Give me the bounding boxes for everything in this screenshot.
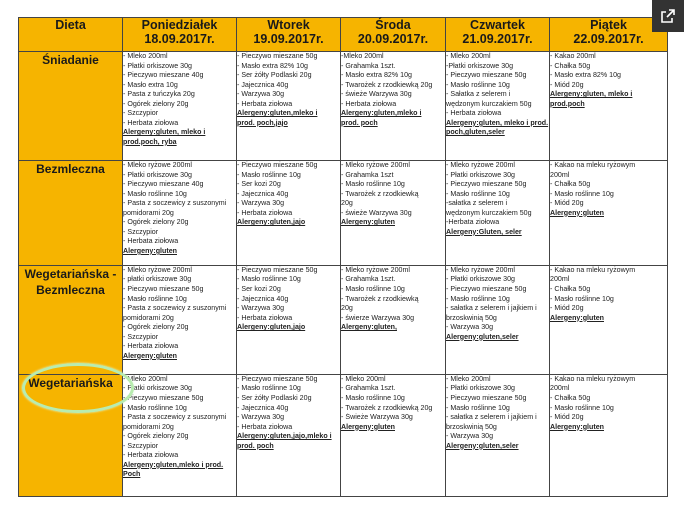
meal-item: -sałatka z selerem i <box>446 199 508 208</box>
day-name: Wtorek <box>267 18 310 32</box>
meal-item: - Twarożek z rzodkiewką <box>341 189 419 198</box>
meal-cell <box>341 265 446 374</box>
day-name: Czwartek <box>470 18 525 32</box>
allergen-line: Alergeny:gluten,mleko i <box>237 109 318 118</box>
external-link-icon <box>660 8 676 24</box>
meal-cell <box>237 374 341 496</box>
meal-cell <box>237 52 341 161</box>
meal-item: - Mleko ryżowe 200ml <box>446 265 515 274</box>
meal-item: - Jajecznica 40g <box>237 403 289 412</box>
meal-item: pomidorami 20g <box>123 422 174 431</box>
day-header-monday <box>123 18 237 52</box>
meal-item: - Kakao 200ml <box>550 52 596 60</box>
meal-item: - Warzywa 30g <box>237 413 285 422</box>
meal-item: - Masło roślinne 10g <box>341 285 405 293</box>
meal-cell <box>550 52 668 161</box>
meal-cell <box>123 265 237 374</box>
meal-item: - Płatki orkiszowe 30g <box>123 384 192 393</box>
meal-item: - świerze Warzywa 30g <box>341 313 415 322</box>
diet-name-cell <box>19 374 123 496</box>
meal-item: - Sałatka z selerem i <box>446 90 511 99</box>
meal-item: - Herbata ziołowa <box>237 99 293 108</box>
meal-item: -Płatki orkiszowe 30g <box>446 61 514 70</box>
meal-item: - Ser kozi 20g <box>237 285 281 293</box>
meal-item: - sałatka z selerem i jajkiem i <box>446 304 537 313</box>
allergen-line: Alergeny:gluten <box>550 422 604 431</box>
diet-name <box>28 375 113 391</box>
meal-item: - świeże Warzywa 30g <box>341 208 412 217</box>
meal-item: - Mleko ryżowe 200ml <box>341 160 410 169</box>
allergen-line: Alergeny:gluten,mleko i <box>341 109 422 118</box>
meal-item: - płatki orkiszowe 30g <box>123 275 192 284</box>
diet-name-text: Śniadanie <box>42 53 99 67</box>
meal-item: - Twarożek z rzodkiewką <box>341 294 419 303</box>
allergen-line: prod.poch, ryba <box>123 137 177 146</box>
meal-item: - Szczypior <box>123 441 159 450</box>
meal-item: - Pieczywo mieszane 50g <box>237 52 318 60</box>
meal-cell <box>123 374 237 496</box>
allergen-line: prod. poch,jajo <box>237 118 288 127</box>
meal-item: - Ogórek zielony 20g <box>123 432 189 441</box>
meal-item: - Grahamka 1szt <box>341 170 394 179</box>
day-date: 21.09.2017r. <box>462 32 533 46</box>
highlight-ring <box>22 363 134 413</box>
meal-item: - Masło roślinne 10g <box>237 275 301 284</box>
meal-item: - Herbata ziołowa <box>237 313 293 322</box>
meal-item: - Grahamka 1szt. <box>341 384 396 393</box>
meal-item: - Masło roślinne 10g <box>237 170 301 179</box>
meal-item: - Płatki orkiszowe 30g <box>446 170 515 179</box>
meal-item: -Mleko 200ml <box>341 52 384 60</box>
meal-item: 20g <box>341 199 353 208</box>
allergen-line: Alergeny:gluten <box>550 208 604 217</box>
allergen-line: Poch <box>123 470 141 479</box>
allergen-line: Alergeny:gluten,jajo <box>237 218 306 227</box>
meal-item: - Płatki orkiszowe 30g <box>123 170 192 179</box>
meal-item: - Mleko 200ml <box>341 374 386 383</box>
allergen-line: Alergeny:gluten, mleko i <box>550 90 633 99</box>
meal-item: - Warzywa 30g <box>237 304 285 313</box>
meal-item: - Warzywa 30g <box>446 323 494 332</box>
diet-name <box>42 52 99 68</box>
meal-item: - Jajecznica 40g <box>237 294 289 303</box>
meal-item: - Mleko 200ml <box>123 374 168 383</box>
meal-item: - Pieczywo mieszane 40g <box>123 180 204 189</box>
meal-item: - Pieczywo mieszane 50g <box>237 374 318 383</box>
meal-cell <box>446 52 550 161</box>
allergen-line: prod.poch <box>550 99 585 108</box>
meal-item: - Miód 20g <box>550 80 584 89</box>
meal-item: - Masło roślinne 10g <box>123 294 187 303</box>
meal-item: - Mleko 200ml <box>123 52 168 60</box>
diet-column-header: Dieta <box>19 18 123 52</box>
allergen-line: Alergeny:gluten, <box>341 323 397 332</box>
meal-item: - Pieczywo mieszane 50g <box>446 285 527 293</box>
meal-item: - Pieczywo mieszane 50g <box>446 393 527 402</box>
diet-name-text: Wegetariańska <box>28 375 113 390</box>
meal-item: - Pasta z soczewicy z suszonymi <box>123 304 227 313</box>
meal-item: - Ser żółty Podlaski 20g <box>237 393 312 402</box>
meal-item: - Jajecznica 40g <box>237 80 289 89</box>
meal-item: - Płatki orkiszowe 30g <box>446 275 515 284</box>
meal-item: - Pieczywo mieszane 50g <box>123 285 204 293</box>
day-header-wednesday <box>341 18 446 52</box>
meal-cell <box>237 160 341 265</box>
meal-item: - Masło roślinne 10g <box>341 180 405 189</box>
meal-item: -Herbata ziołowa <box>446 218 500 227</box>
allergen-line: Alergeny:gluten <box>123 351 177 360</box>
meal-item: - Miód 20g <box>550 199 584 208</box>
meal-item: - Szczypior <box>123 227 159 236</box>
meal-item: pomidorami 20g <box>123 313 174 322</box>
meal-item: brzoskwinią 50g <box>446 422 497 431</box>
allergen-line: Alergeny:gluten, mleko i <box>123 128 206 137</box>
meal-item: - Warzywa 30g <box>237 199 285 208</box>
meal-item: - Masło roślinne 10g <box>123 189 187 198</box>
day-date: 19.09.2017r. <box>253 32 324 46</box>
meal-item: - Herbata ziołowa <box>123 118 179 127</box>
meal-item: - Pieczywo mieszane 40g <box>123 71 204 80</box>
meal-item: pomidorami 20g <box>123 208 174 217</box>
diet-name-cell <box>19 160 123 265</box>
meal-item: 200ml <box>550 275 570 284</box>
meal-cell <box>341 160 446 265</box>
meal-item: - Kakao na mleku ryżowym <box>550 265 636 274</box>
menu-row <box>19 265 668 374</box>
meal-item: - Masło extra 82% 10g <box>550 71 621 80</box>
meal-item: - Pasta z soczewicy z suszonymi <box>123 413 227 422</box>
meal-item: - Ogórek zielony 20g <box>123 99 189 108</box>
allergen-line: Alergeny:gluten <box>123 246 177 255</box>
meal-item: wędzonym kurczakiem 50g <box>446 208 532 217</box>
meal-item: - Masło extra 82% 10g <box>341 71 412 80</box>
meal-item: - sałatka z selerem i jajkiem i <box>446 413 537 422</box>
meal-item: - Szczypior <box>123 109 159 118</box>
meal-item: - Twarożek z rzodkiewką 20g <box>341 403 433 412</box>
meal-item: - Warzywa 30g <box>237 90 285 99</box>
meal-item: - Chałka 50g <box>550 285 591 293</box>
meal-item: - Miód 20g <box>550 413 584 422</box>
allergen-line: Alergeny:gluten, mleko i prod. <box>446 118 549 127</box>
meal-item: - Jajecznica 40g <box>237 189 289 198</box>
meal-item: - Mleko ryżowe 200ml <box>446 160 515 169</box>
menu-row <box>19 160 668 265</box>
meal-item: - Warzywa 30g <box>446 432 494 441</box>
allergen-line: prod. poch <box>237 441 274 450</box>
allergen-line: Alergeny:Gluten, seler <box>446 227 522 236</box>
meal-item: - Chałka 50g <box>550 393 591 402</box>
meal-cell <box>237 265 341 374</box>
meal-item: - Kakao na mleku ryżowym <box>550 374 636 383</box>
meal-item: - Szczypior <box>123 332 159 341</box>
diet-name <box>36 161 105 177</box>
allergen-line: prod. poch <box>341 118 378 127</box>
meal-cell <box>446 374 550 496</box>
meal-item: - Miód 20g <box>550 304 584 313</box>
external-link-button[interactable] <box>652 0 684 32</box>
meal-cell <box>123 52 237 161</box>
allergen-line: Alergeny:gluten,jajo <box>237 323 306 332</box>
meal-cell <box>550 265 668 374</box>
meal-item: - Masło extra 82% 10g <box>237 61 308 70</box>
meal-item: - Pasta z soczewicy z suszonymi <box>123 199 227 208</box>
meal-item: brzoskwinią 50g <box>446 313 497 322</box>
allergen-line: Alergeny:gluten,seler <box>446 332 519 341</box>
diet-name-cell <box>19 265 123 374</box>
meal-item: - Mleko 200ml <box>446 52 491 60</box>
menu-row <box>19 52 668 161</box>
header-row <box>19 18 668 52</box>
meal-item: - Ogórek zielony 20g <box>123 323 189 332</box>
allergen-line: Alergeny:gluten <box>341 218 395 227</box>
meal-item: - Masło roślinne 10g <box>341 393 405 402</box>
day-date: 18.09.2017r. <box>144 32 215 46</box>
meal-item: - Herbata ziołowa <box>237 208 293 217</box>
meal-item: - Mleko ryżowe 200ml <box>123 160 192 169</box>
meal-item: - Ser kozi 20g <box>237 180 281 189</box>
meal-item: - Masło roślinne 10g <box>446 80 510 89</box>
meal-item: 200ml <box>550 170 570 179</box>
meal-item: 20g <box>341 304 353 313</box>
menu-row <box>19 374 668 496</box>
meal-item: - Grahamka 1szt. <box>341 275 396 284</box>
meal-item: 200ml <box>550 384 570 393</box>
day-name: Piątek <box>590 18 627 32</box>
day-name: Środa <box>375 18 411 32</box>
meal-item: - Mleko ryżowe 200ml <box>123 265 192 274</box>
meal-item: - Mleko ryżowe 200ml <box>341 265 410 274</box>
meal-item: - Herbata ziołowa <box>123 451 179 460</box>
meal-item: - Masło roślinne 10g <box>446 403 510 412</box>
meal-item: - Masło roślinne 10g <box>446 294 510 303</box>
meal-item: - Świeże Warzywa 30g <box>341 413 413 422</box>
meal-item: - Pasta z tuńczyka 20g <box>123 90 195 99</box>
meal-item: - Twarożek z rzodkiewką 20g <box>341 80 433 89</box>
meal-item: - Masło roślinne 10g <box>550 294 614 303</box>
meal-item: - Pieczywo mieszane 50g <box>237 265 318 274</box>
meal-cell <box>123 160 237 265</box>
meal-item: - Płatki orkiszowe 30g <box>446 384 515 393</box>
allergen-line: Alergeny:gluten,mleko i prod. <box>123 460 224 469</box>
allergen-line: Alergeny:gluten,seler <box>446 441 519 450</box>
meal-item: - Herbata ziołowa <box>237 422 293 431</box>
meal-item: - Mleko 200ml <box>446 374 491 383</box>
day-header-tuesday <box>237 18 341 52</box>
diet-name-text: Wegetariańska - Bezmleczna <box>24 266 117 297</box>
meal-item: - Kakao na mleku ryżowym <box>550 160 636 169</box>
allergen-line: poch,gluten,seler <box>446 128 505 137</box>
meal-cell <box>446 160 550 265</box>
meal-item: - Płatki orkiszowe 30g <box>123 61 192 70</box>
meal-item: - świeże Warzywa 30g <box>341 90 412 99</box>
meal-cell <box>550 160 668 265</box>
meal-item: - Herbata ziołowa <box>123 342 179 351</box>
allergen-line: Alergeny:gluten,jajo,mleko i <box>237 432 332 441</box>
meal-item: wędzonym kurczakiem 50g <box>446 99 532 108</box>
meal-cell <box>550 374 668 496</box>
meal-item: - Ser żółty Podlaski 20g <box>237 71 312 80</box>
diet-name-text: Bezmleczna <box>36 161 105 176</box>
day-name: Poniedziałek <box>141 18 218 32</box>
meal-item: - Masło roślinne 10g <box>550 403 614 412</box>
allergen-line: Alergeny:gluten <box>341 422 395 431</box>
meal-cell <box>341 52 446 161</box>
meal-item: - Masło extra 10g <box>123 80 178 89</box>
meal-item: - Pieczywo mieszane 50g <box>446 71 527 80</box>
meal-item: - Masło roślinne 10g <box>446 189 510 198</box>
meal-item: - Herbata ziołowa <box>341 99 397 108</box>
meal-item: - Herbata ziołowa <box>446 109 502 118</box>
meal-item: - Pieczywo mieszane 50g <box>446 180 527 189</box>
diet-name <box>19 266 122 298</box>
meal-item: - Masło roślinne 10g <box>550 189 614 198</box>
day-date: 20.09.2017r. <box>357 32 429 46</box>
meal-item: - Ogórek zielony 20g <box>123 218 189 227</box>
meal-item: - Pieczywo mieszane 50g <box>237 160 318 169</box>
meal-item: - Masło roślinne 10g <box>237 384 301 393</box>
menu-table <box>18 17 668 497</box>
diet-name-cell <box>19 52 123 161</box>
meal-item: - Chałka 50g <box>550 180 591 189</box>
day-header-friday <box>550 18 668 52</box>
meal-item: - Grahamka 1szt. <box>341 61 396 70</box>
day-date: 22.09.2017r. <box>573 32 644 46</box>
meal-item: - Herbata ziołowa <box>123 237 179 246</box>
day-header-thursday <box>446 18 550 52</box>
meal-cell <box>446 265 550 374</box>
meal-item: - Masło roślinne 10g <box>123 403 187 412</box>
allergen-line: Alergeny:gluten <box>550 313 604 322</box>
meal-item: - Chałka 50g <box>550 61 591 70</box>
meal-item: - Pieczywo mieszane 50g <box>123 393 204 402</box>
meal-cell <box>341 374 446 496</box>
